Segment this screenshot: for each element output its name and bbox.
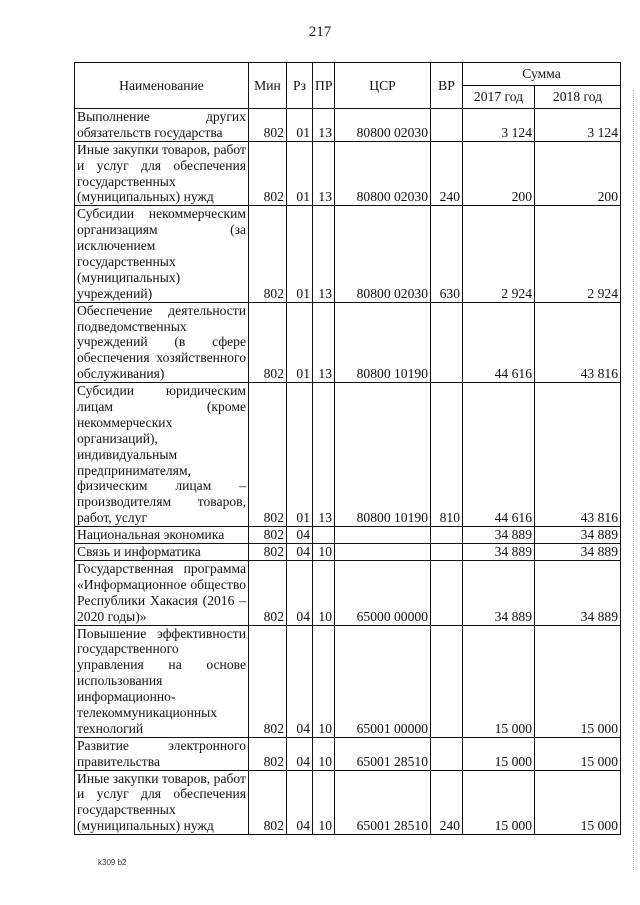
table-row: [75, 527, 621, 544]
row-min: 802: [249, 560, 287, 625]
budget-table: [74, 62, 621, 835]
row-pr: [313, 527, 335, 544]
row-rz: 04: [287, 625, 313, 737]
row-sum-2018: 43 816: [535, 302, 621, 382]
row-pr: 10: [313, 560, 335, 625]
row-csr: 65000 00000: [335, 560, 431, 625]
row-pr: 13: [313, 141, 335, 206]
row-pr: 10: [313, 737, 335, 770]
row-sum-2017: 44 616: [463, 383, 535, 527]
row-vr: [431, 737, 463, 770]
row-csr: 65001 28510: [335, 737, 431, 770]
header-sum: Сумма: [463, 63, 621, 86]
row-csr: [335, 527, 431, 544]
row-csr: 80800 02030: [335, 109, 431, 142]
row-sum-2017: 2 924: [463, 206, 535, 302]
row-name: Обеспечение деятельности подведомственных учреждений (в сфере обеспечения хозяйственного обслуживания): [75, 302, 249, 382]
row-csr: 80800 02030: [335, 141, 431, 206]
row-sum-2018: 15 000: [535, 625, 621, 737]
row-sum-2018: 3 124: [535, 109, 621, 142]
row-sum-2017: 15 000: [463, 770, 535, 835]
row-min: 802: [249, 544, 287, 561]
header-csr: ЦСР: [335, 63, 431, 109]
table-row: [75, 737, 621, 770]
page-number: 217: [308, 24, 332, 40]
table-row: [75, 109, 621, 142]
table-row: [75, 302, 621, 382]
table-row: [75, 625, 621, 737]
row-rz: 01: [287, 302, 313, 382]
row-sum-2018: 34 889: [535, 544, 621, 561]
row-name: Развитие электронного правительства: [75, 737, 249, 770]
row-sum-2018: 34 889: [535, 560, 621, 625]
row-csr: 80800 10190: [335, 302, 431, 382]
row-min: 802: [249, 109, 287, 142]
row-vr: [431, 109, 463, 142]
row-pr: 13: [313, 109, 335, 142]
row-min: 802: [249, 141, 287, 206]
row-min: 802: [249, 383, 287, 527]
row-sum-2018: 2 924: [535, 206, 621, 302]
row-vr: [431, 302, 463, 382]
row-rz: 04: [287, 737, 313, 770]
row-rz: 04: [287, 527, 313, 544]
header-vr: ВР: [431, 63, 463, 109]
row-vr: [431, 527, 463, 544]
row-pr: 10: [313, 625, 335, 737]
table-row: [75, 560, 621, 625]
row-rz: 04: [287, 560, 313, 625]
row-name: Выполнение других обязательств государства: [75, 109, 249, 142]
row-name: Субсидии некоммерческим организациям (за исключением государственных (муниципальных) учреждений): [75, 206, 249, 302]
header-year-2018: 2018 год: [535, 86, 621, 109]
header-year-2017: 2017 год: [463, 86, 535, 109]
row-rz: 04: [287, 544, 313, 561]
row-vr: 240: [431, 770, 463, 835]
row-name: Национальная экономика: [75, 527, 249, 544]
row-min: 802: [249, 527, 287, 544]
row-sum-2018: 15 000: [535, 737, 621, 770]
table-body: [75, 109, 621, 835]
row-sum-2017: 34 889: [463, 527, 535, 544]
row-sum-2018: 200: [535, 141, 621, 206]
row-pr: 10: [313, 544, 335, 561]
row-vr: [431, 560, 463, 625]
table-row: [75, 544, 621, 561]
footer-code: k309 b2: [98, 858, 127, 867]
header-pr: ПР: [313, 63, 335, 109]
row-vr: 810: [431, 383, 463, 527]
row-rz: 04: [287, 770, 313, 835]
header-row: [75, 63, 621, 86]
header-name: Наименование: [75, 63, 249, 109]
row-sum-2018: 15 000: [535, 770, 621, 835]
table-row: [75, 206, 621, 302]
row-sum-2018: 43 816: [535, 383, 621, 527]
header-min: Мин: [249, 63, 287, 109]
header-rz: Рз: [287, 63, 313, 109]
row-pr: 13: [313, 206, 335, 302]
row-csr: [335, 544, 431, 561]
row-vr: [431, 544, 463, 561]
row-pr: 13: [313, 302, 335, 382]
scan-edge-mark: [632, 90, 634, 870]
row-min: 802: [249, 625, 287, 737]
row-name: Государственная программа «Информационное общество Республики Хакасия (2016 – 2020 годы)»: [75, 560, 249, 625]
row-name: Повышение эффективности государственного управления на основе использования информационно-телекоммуникационных технологий: [75, 625, 249, 737]
row-min: 802: [249, 302, 287, 382]
row-csr: 80800 10190: [335, 383, 431, 527]
table-row: [75, 383, 621, 527]
row-min: 802: [249, 737, 287, 770]
row-name: Связь и информатика: [75, 544, 249, 561]
row-rz: 01: [287, 141, 313, 206]
row-pr: 13: [313, 383, 335, 527]
row-sum-2017: 15 000: [463, 737, 535, 770]
row-rz: 01: [287, 206, 313, 302]
row-name: Иные закупки товаров, работ и услуг для обеспечения государственных (муниципальных) нужд: [75, 141, 249, 206]
row-sum-2017: 3 124: [463, 109, 535, 142]
row-csr: 80800 02030: [335, 206, 431, 302]
row-name: Иные закупки товаров, работ и услуг для обеспечения государственных (муниципальных) нужд: [75, 770, 249, 835]
row-vr: 240: [431, 141, 463, 206]
table-row: [75, 141, 621, 206]
row-csr: 65001 28510: [335, 770, 431, 835]
row-pr: 10: [313, 770, 335, 835]
row-vr: [431, 625, 463, 737]
row-sum-2017: 200: [463, 141, 535, 206]
row-name: Субсидии юридическим лицам (кроме некоммерческих организаций), индивидуальным предпринимателям, физическим лицам – производителям товаров, работ, услуг: [75, 383, 249, 527]
row-min: 802: [249, 770, 287, 835]
row-min: 802: [249, 206, 287, 302]
row-sum-2017: 34 889: [463, 544, 535, 561]
row-csr: 65001 00000: [335, 625, 431, 737]
row-rz: 01: [287, 383, 313, 527]
row-sum-2017: 15 000: [463, 625, 535, 737]
table-row: [75, 770, 621, 835]
row-vr: 630: [431, 206, 463, 302]
row-rz: 01: [287, 109, 313, 142]
row-sum-2017: 34 889: [463, 560, 535, 625]
row-sum-2018: 34 889: [535, 527, 621, 544]
row-sum-2017: 44 616: [463, 302, 535, 382]
